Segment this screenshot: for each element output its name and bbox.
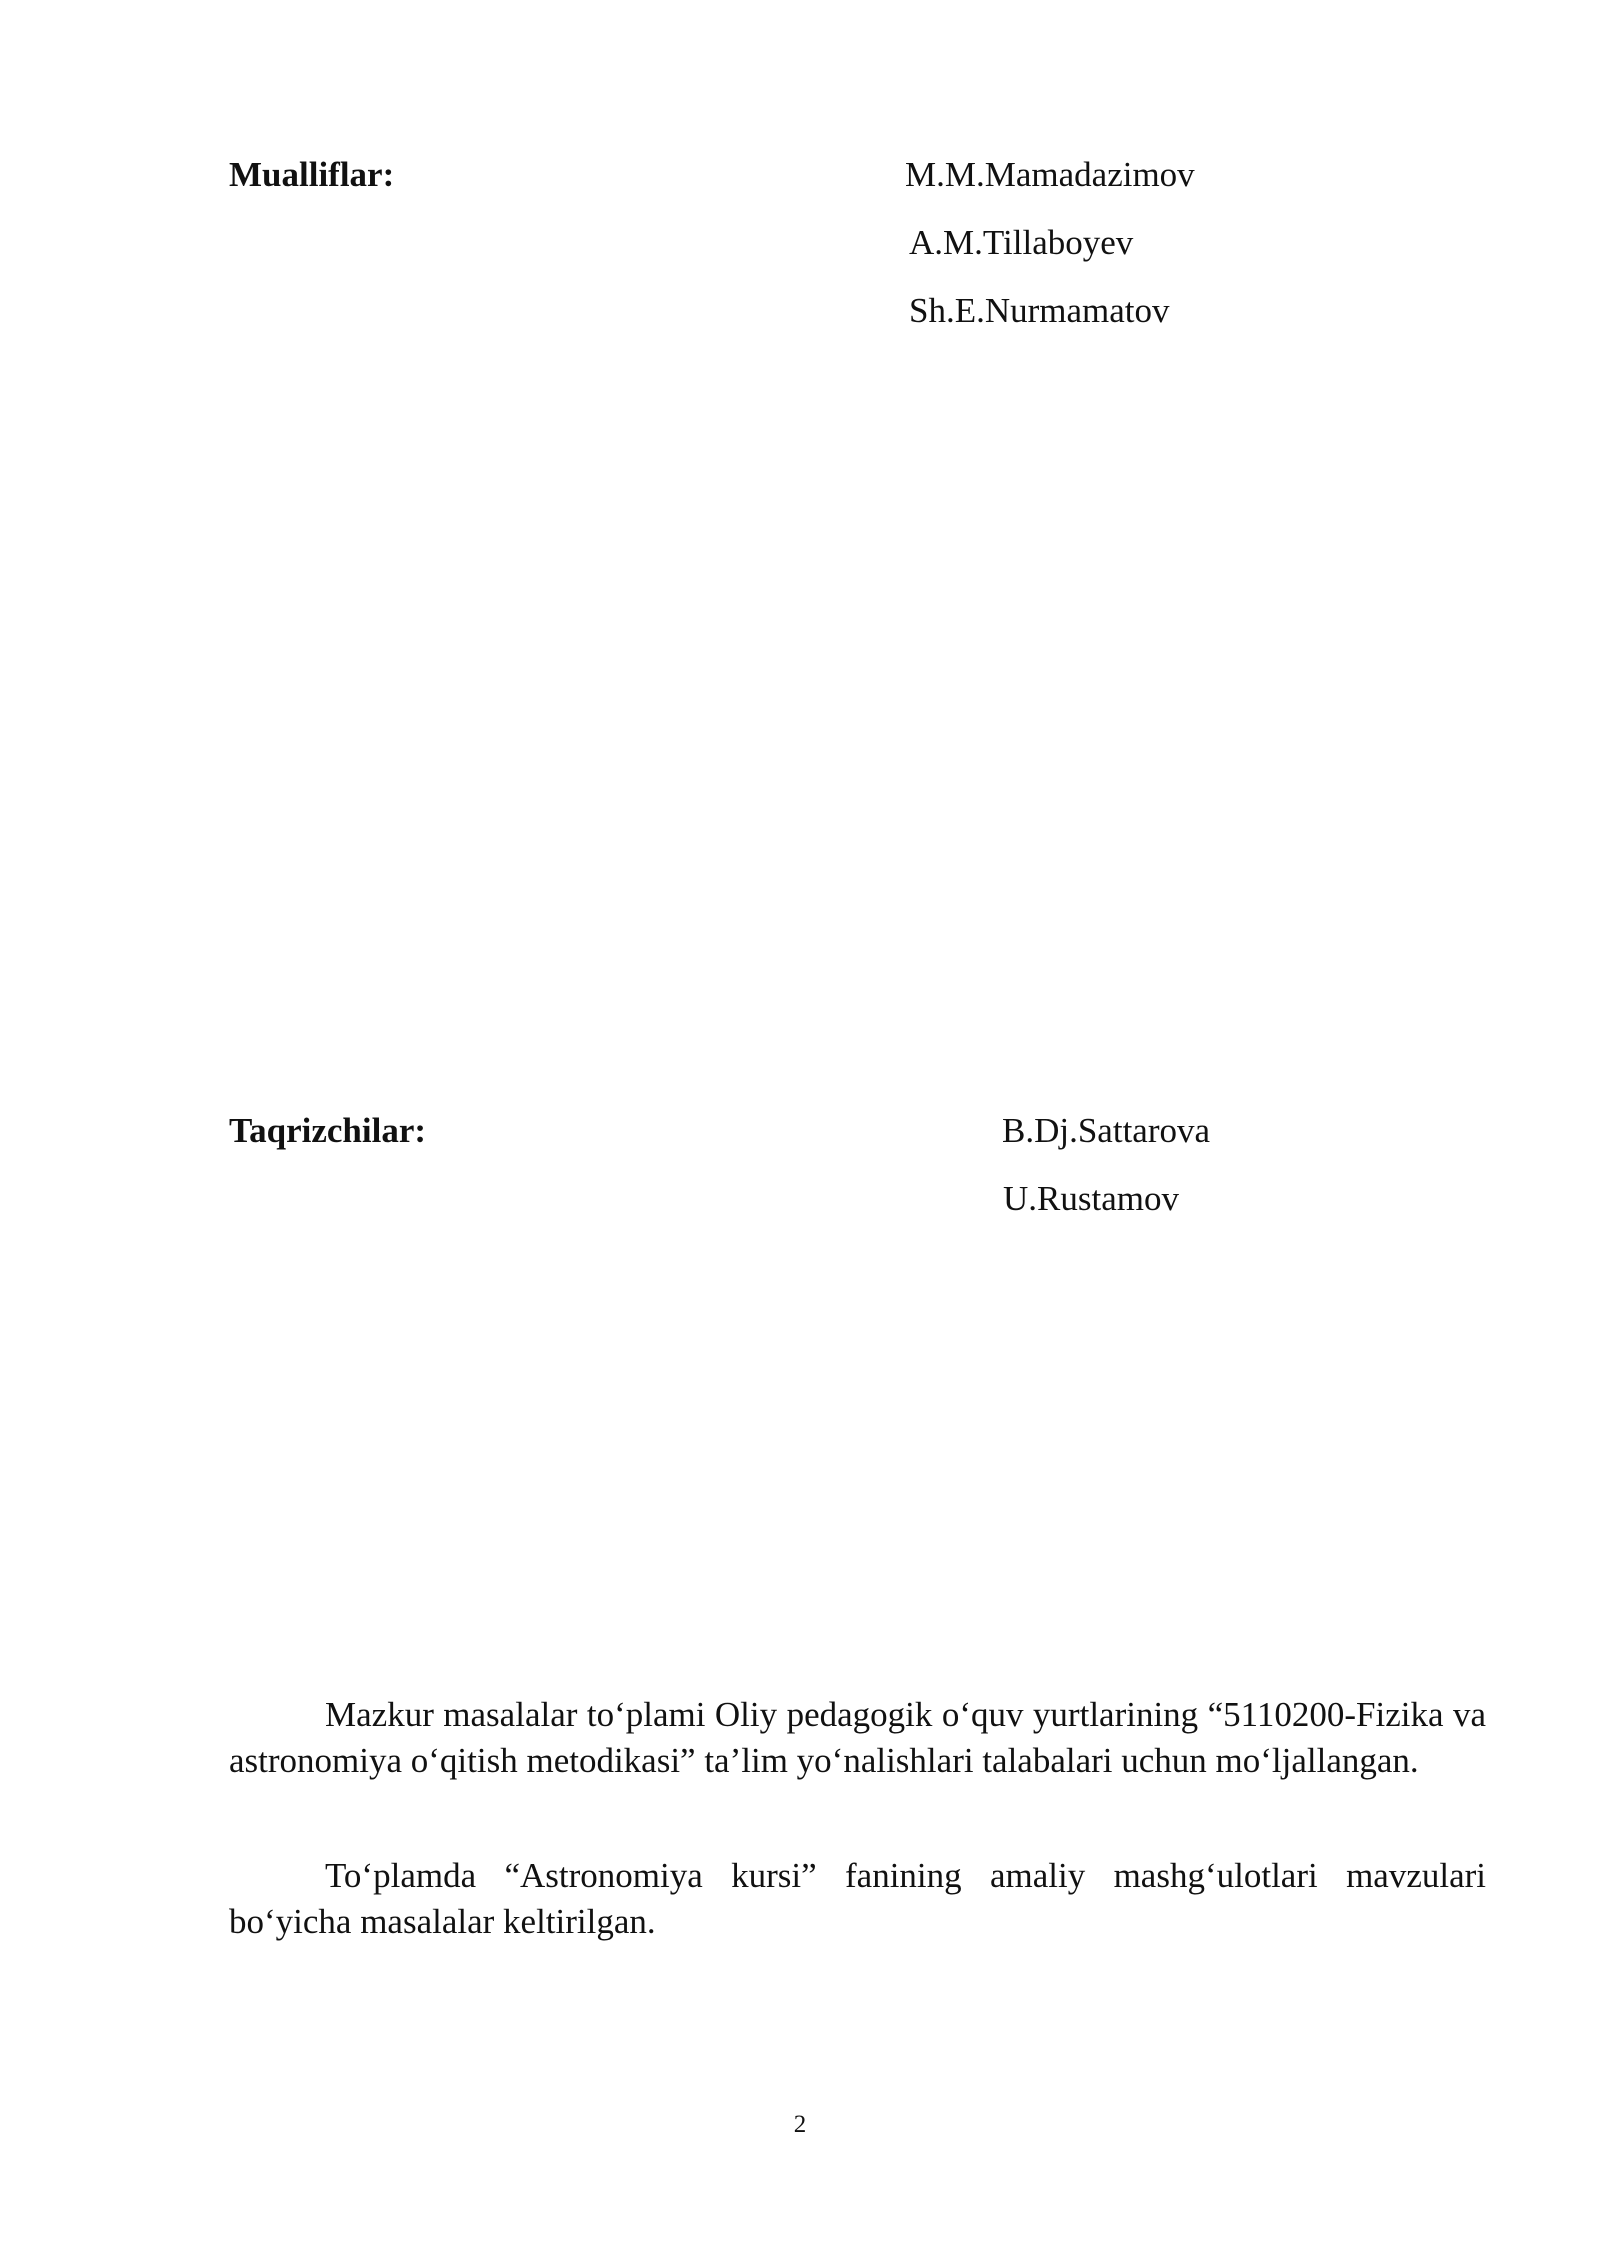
author-name: M.M.Mamadazimov [905, 155, 1195, 194]
page-number: 2 [793, 2111, 807, 2138]
reviewers-heading: Taqrizchilar: [229, 1111, 427, 1150]
body-paragraph: Mazkur masalalar to‘plami Oliy pedagogik o‘quv yurtlarining “5110200-Fizika va astronomiya o‘qitish metodikasi” ta’lim yo‘nalishlari talabalari uchun mo‘ljallangan. [229, 1695, 1486, 1780]
authors-heading: Mualliflar: [229, 155, 395, 194]
body-paragraph: To‘plamda “Astronomiya kursi” fanining amaliy mashg‘ulotlari mavzulari bo‘yicha masalalar keltirilgan. [229, 1856, 1486, 1941]
reviewer-name: B.Dj.Sattarova [1002, 1111, 1211, 1150]
author-name: Sh.E.Nurmamatov [909, 291, 1170, 330]
reviewer-name: U.Rustamov [1003, 1179, 1179, 1218]
author-name: A.M.Tillaboyev [909, 223, 1134, 262]
